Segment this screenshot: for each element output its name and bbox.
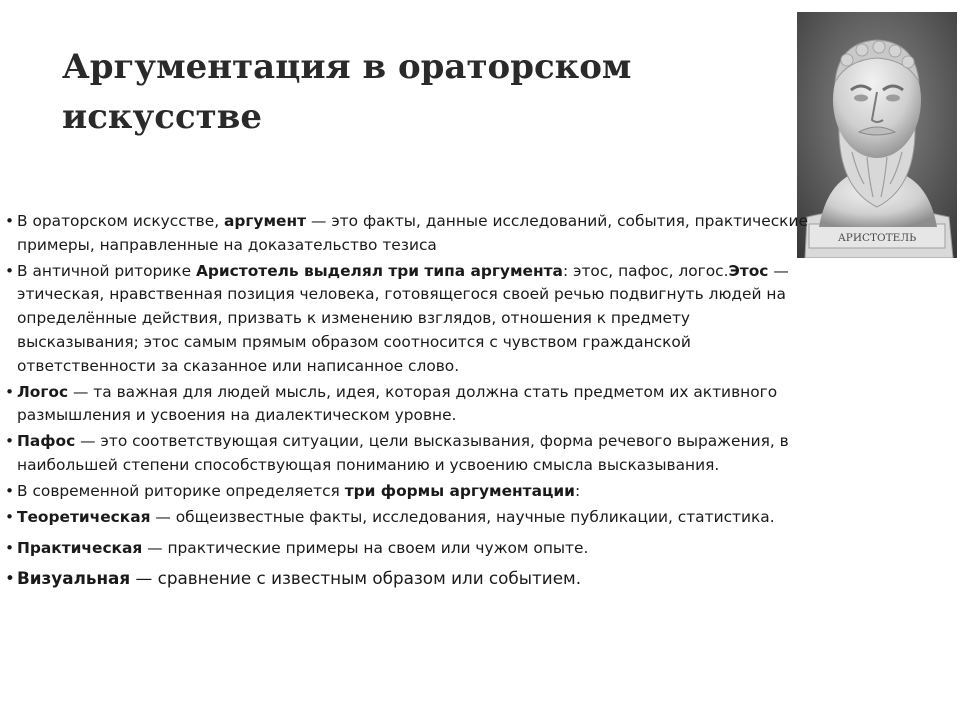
list-item: • Теоретическая — общеизвестные факты, исследования, научные публикации, статистика. [5,507,775,526]
bust-caption: АРИСТОТЕЛЬ [837,232,917,244]
list-item: • Логос — та важная для людей мысль, идея, которая должна стать предметом их активного размышления и усвоения на диалектическом уровне. [5,382,778,425]
list-item: • В современной риторике определяется три формы аргументации: [5,481,581,500]
aristotle-bust-image [797,12,957,258]
list-item: • В ораторском искусстве, аргумент — это факты, данные исследований, события, практические примеры, направленные на доказательство тезиса [5,212,808,254]
list-item: • Практическая — практические примеры на своем или чужом опыте. [5,539,589,558]
slide-title [62,42,762,142]
slide-title-line-2: искусстве [62,97,262,137]
list-item: • В античной риторике Аристотель выделял три типа аргумента: этос, пафос, логос.Этос — этическая, нравственная позиция человека, готовящегося своей речью подвигнуть людей на определённые действия, призвать к изменению взглядов, отношения к предмету высказывания; этос самым прямым образом соотносится с чувством гражданской ответственности за сказанное или написанное слово. [5,261,789,375]
list-item: • Пафос — это соответствующая ситуации, цели высказывания, форма речевого выражения, в наибольшей степени способствующая пониманию и усвоению смысла высказывания. [5,432,789,474]
list-item: • Визуальная — сравнение с известным образом или событием. [5,568,582,589]
slide-body [5,210,815,591]
slide-title-line-1: Аргументация в ораторском [62,47,632,87]
